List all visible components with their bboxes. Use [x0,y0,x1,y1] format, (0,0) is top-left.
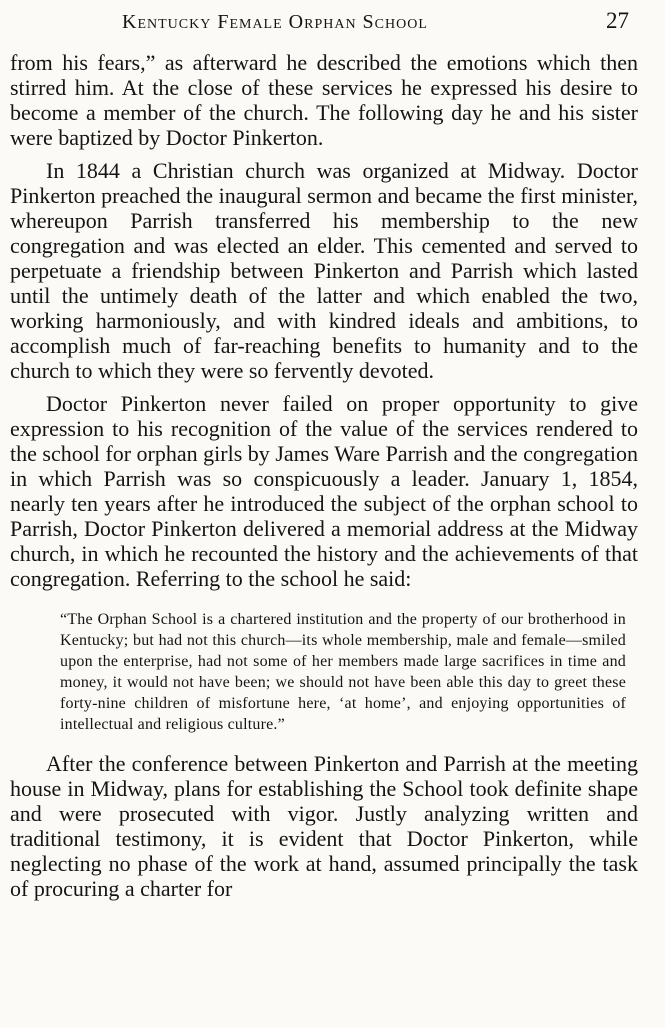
block-quote: “The Orphan School is a chartered institution and the property of our brotherhood in Kentucky; but had not this church—its whole membership, male and female—smiled upon the enterprise, had not some of her members made large sacrifices in time and money, it would not have been; we should not have been able this day to greet these forty-nine children of misfortune here, ‘at home’, and enjoying opportunities of intellectual and religious culture.” [60,611,626,733]
running-head: Kentucky Female Orphan School [122,11,428,33]
page-number: 27 [606,8,629,33]
paragraph-4: After the conference between Pinkerton and Parrish at the meeting house in Midway, plans for establishing the School took definite shape and were prosecuted with vigor. Justly analyzing written and traditional testimony, it is evident that Doctor Pinkerton, while neglecting no phase of the work at hand, assumed principally the task of procuring a charter for [10,751,638,901]
paragraph-1: from his fears,” as afterward he described the emotions which then stirred him. At the close of these services he expressed his desire to become a member of the church. The following day he and his sister were baptized by Doctor Pinkerton. [10,50,638,150]
page-body [10,50,638,901]
paragraph-3: Doctor Pinkerton never failed on proper opportunity to give expression to his recognition of the value of the services rendered to the school for orphan girls by James Ware Parrish and the congregation in which Parrish was so conspicuously a leader. January 1, 1854, nearly ten years after he introduced the subject of the orphan school to Parrish, Doctor Pinkerton delivered a memorial address at the Midway church, in which he recounted the history and the achievements of that congregation. Referring to the school he said: [10,391,638,591]
paragraph-2: In 1844 a Christian church was organized at Midway. Doctor Pinkerton preached the inaugural sermon and became the first minister, whereupon Parrish transferred his membership to the new congregation and was elected an elder. This cemented and served to perpetuate a friendship between Pinkerton and Parrish which lasted until the untimely death of the latter and which enabled the two, working harmoniously, and with kindred ideals and ambitions, to accomplish much of far-reaching benefits to humanity and to the church to which they were so fervently devoted. [10,158,638,383]
page-header [0,6,665,40]
